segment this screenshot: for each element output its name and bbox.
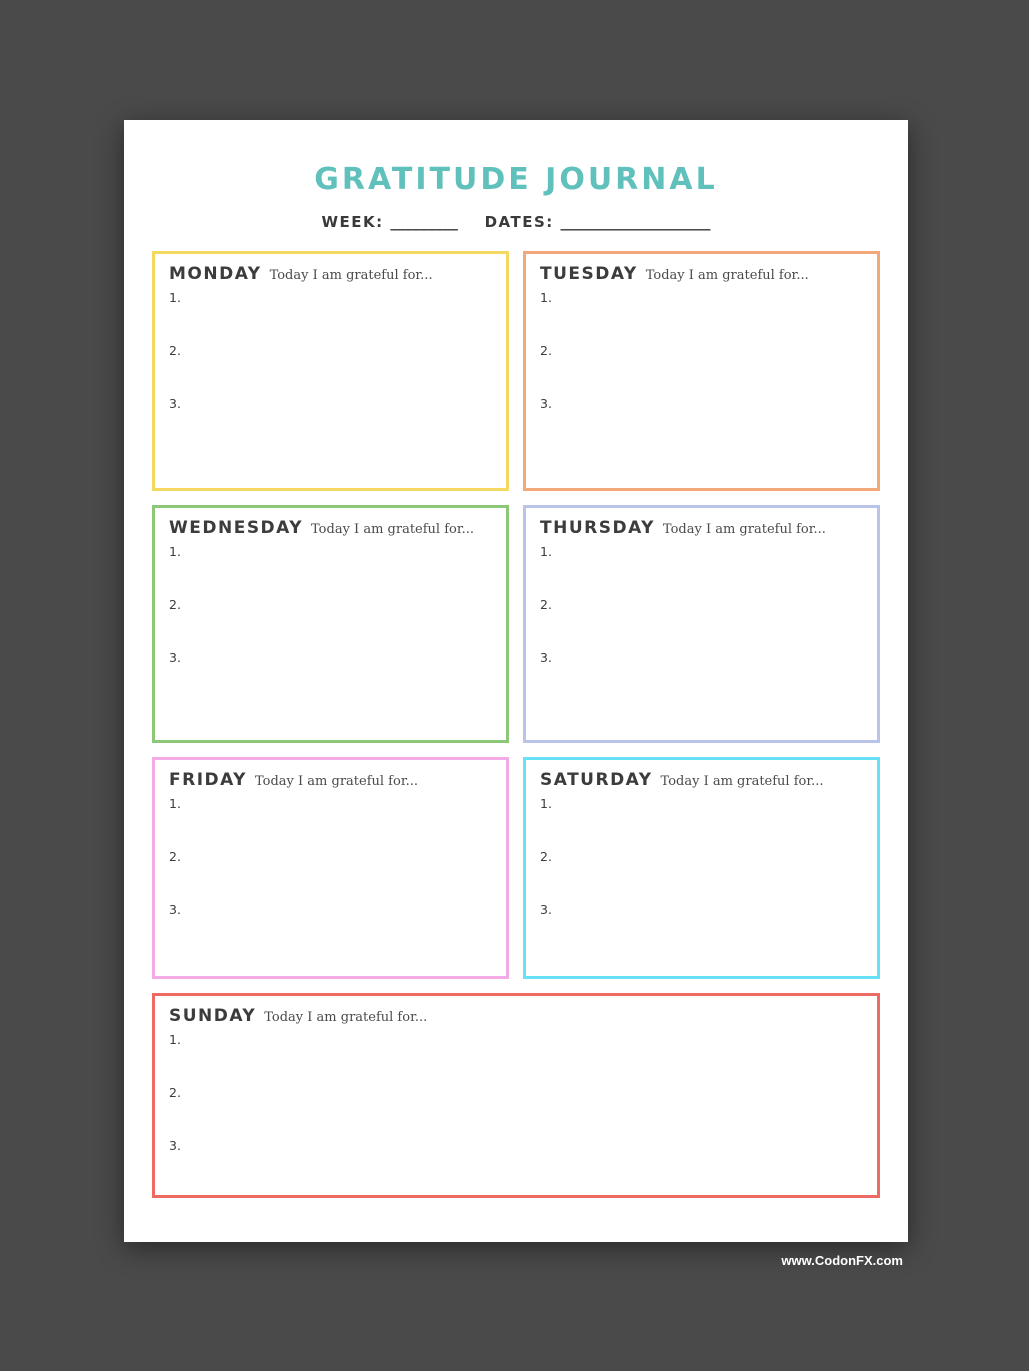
entry-line[interactable]: 1. [540,290,552,305]
day-title-friday: FRIDAY [169,770,247,790]
card-head [540,518,863,538]
entry-list [540,544,863,665]
dates-blank: ____________________ [560,213,711,231]
week-field[interactable] [321,213,457,231]
card-head [169,1006,863,1026]
day-prompt: Today I am grateful for... [311,522,475,537]
day-title-sunday: SUNDAY [169,1006,257,1026]
entry-list [540,290,863,411]
day-prompt: Today I am grateful for... [264,1010,428,1025]
days-grid [124,251,908,1198]
week-label: WEEK: [321,213,384,231]
day-prompt: Today I am grateful for... [645,268,809,283]
day-prompt: Today I am grateful for... [269,268,433,283]
card-head [169,770,492,790]
entry-line[interactable]: 1. [540,544,552,559]
day-card-thursday[interactable] [523,505,880,743]
dates-field[interactable] [485,213,711,231]
card-head [540,264,863,284]
day-title-thursday: THURSDAY [540,518,655,538]
day-title-wednesday: WEDNESDAY [169,518,304,538]
entry-line[interactable]: 3. [540,396,552,411]
entry-list [169,796,492,917]
page-title: GRATITUDE JOURNAL [314,162,718,197]
entry-line[interactable]: 3. [169,650,181,665]
entry-line[interactable]: 2. [169,343,181,358]
entry-list [169,290,492,411]
entry-line[interactable]: 2. [169,849,181,864]
entry-line[interactable]: 2. [540,343,552,358]
week-dates-line [124,213,908,231]
entry-line[interactable]: 3. [540,650,552,665]
day-card-wednesday[interactable] [152,505,509,743]
page-sheet [124,120,908,1242]
dates-label: DATES: [484,213,554,231]
day-title-tuesday: TUESDAY [540,264,638,284]
entry-line[interactable]: 2. [540,849,552,864]
day-prompt: Today I am grateful for... [660,774,824,789]
entry-line[interactable]: 1. [169,290,181,305]
entry-list [169,544,492,665]
entry-line[interactable]: 2. [540,597,552,612]
entry-list [169,1032,863,1153]
day-card-friday[interactable] [152,757,509,979]
entry-line[interactable]: 1. [540,796,552,811]
journal-sheet [124,120,908,1242]
entry-line[interactable]: 2. [169,597,181,612]
day-title-monday: MONDAY [169,264,262,284]
day-card-sunday[interactable] [152,993,880,1198]
entry-line[interactable]: 3. [169,1138,181,1153]
day-card-saturday[interactable] [523,757,880,979]
entry-line[interactable]: 3. [169,396,181,411]
card-head [169,518,492,538]
card-head [169,264,492,284]
day-title-saturday: SATURDAY [540,770,653,790]
entry-list [540,796,863,917]
entry-line[interactable]: 1. [169,1032,181,1047]
entry-line[interactable]: 3. [540,902,552,917]
week-blank: _________ [390,213,458,231]
day-card-monday[interactable] [152,251,509,491]
day-prompt: Today I am grateful for... [662,522,826,537]
day-prompt: Today I am grateful for... [254,774,418,789]
card-head [540,770,863,790]
watermark: www.CodonFX.com [781,1253,903,1268]
grid-row-3 [152,757,880,979]
day-card-tuesday[interactable] [523,251,880,491]
entry-line[interactable]: 3. [169,902,181,917]
entry-line[interactable]: 1. [169,796,181,811]
entry-line[interactable]: 2. [169,1085,181,1100]
grid-row-4 [152,993,880,1198]
grid-row-2 [152,505,880,743]
grid-row-1 [152,251,880,491]
entry-line[interactable]: 1. [169,544,181,559]
